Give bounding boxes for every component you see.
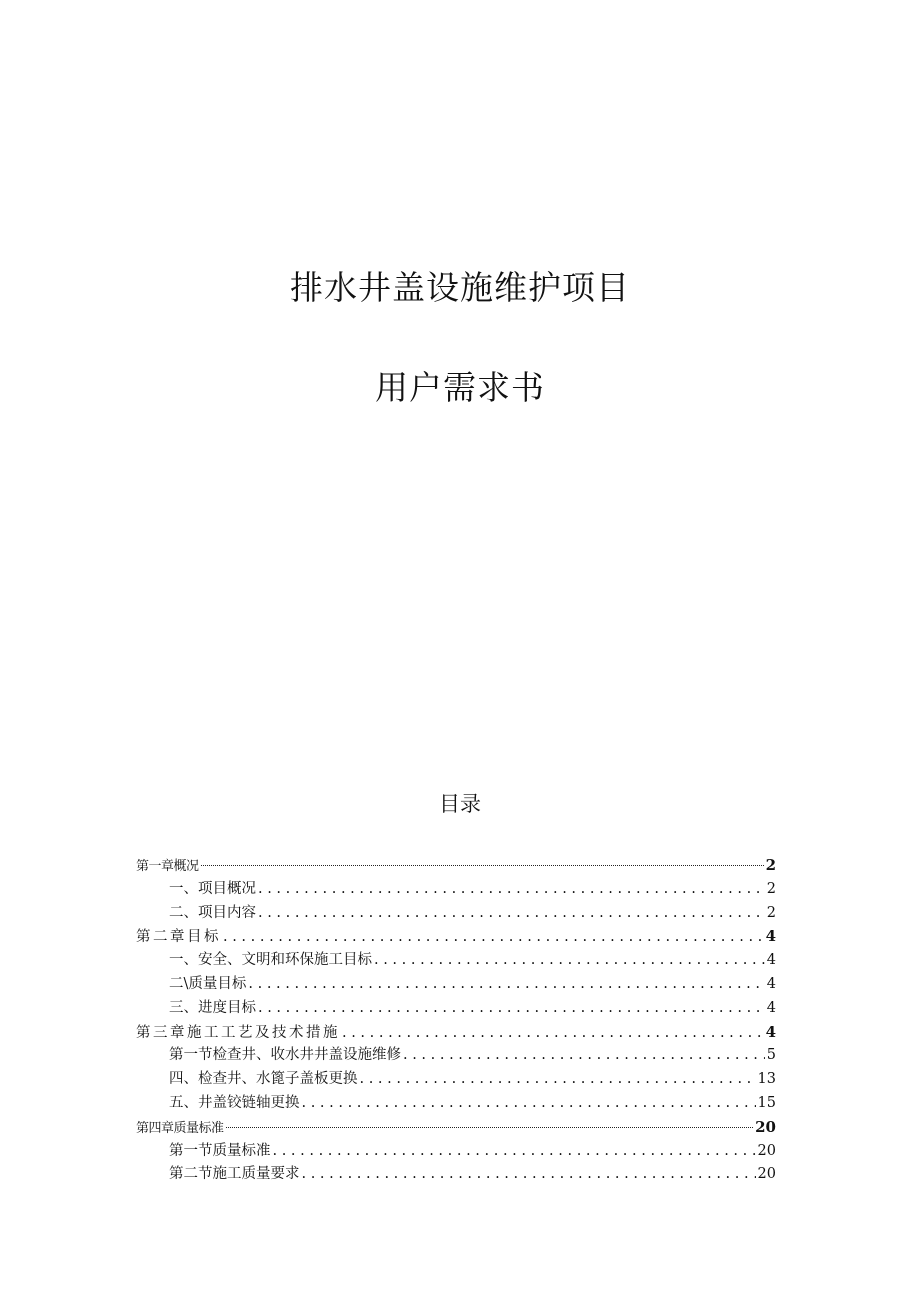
toc-entry-page: 4 xyxy=(766,975,776,992)
toc-dot-leader xyxy=(258,878,765,902)
toc-entry-chapter-2[interactable] xyxy=(136,925,776,949)
toc-entry-label: 第四章质量标准 xyxy=(136,1120,224,1136)
toc-entry-label: 第二章目标 xyxy=(136,929,221,946)
toc-entry-label: 一、项目概况 xyxy=(169,880,256,897)
toc-entry-section[interactable] xyxy=(136,997,776,1021)
toc-entry-label: 一、安全、文明和环保施工目标 xyxy=(169,952,372,969)
toc-entry-page: 5 xyxy=(766,1047,776,1064)
toc-entry-label: 第三章施工工艺及技术措施 xyxy=(136,1024,340,1041)
toc-entry-section[interactable] xyxy=(136,1068,776,1092)
toc-entry-label: 四、检查井、水篦子盖板更换 xyxy=(169,1071,358,1088)
toc-entry-label: 第一节检查井、收水井井盖设施维修 xyxy=(169,1047,401,1064)
toc-dot-leader xyxy=(223,926,764,950)
toc-entry-label: 第一节质量标准 xyxy=(169,1142,271,1159)
toc-entry-chapter-4[interactable] xyxy=(136,1116,776,1140)
toc-dot-leader xyxy=(201,865,764,866)
document-title: 排水井盖设施维护项目 xyxy=(290,268,630,307)
toc-entry-section[interactable] xyxy=(136,973,776,997)
toc-dot-leader xyxy=(258,997,765,1021)
toc-entry-page: 2 xyxy=(765,856,776,874)
toc-entry-page: 20 xyxy=(757,1142,776,1159)
toc-dot-leader xyxy=(360,1068,756,1092)
toc-entry-chapter-1[interactable] xyxy=(136,854,776,878)
toc-entry-label: 第二节施工质量要求 xyxy=(169,1166,300,1183)
toc-entry-section[interactable] xyxy=(136,878,776,902)
toc-entry-section[interactable] xyxy=(136,1044,776,1068)
toc-entry-section[interactable] xyxy=(136,1092,776,1116)
toc-entry-label: 三、进度目标 xyxy=(169,999,256,1016)
toc-dot-leader xyxy=(302,1163,756,1187)
toc-entry-page: 2 xyxy=(766,904,776,921)
toc-entry-label: 二\质量目标 xyxy=(169,975,247,992)
toc-entry-page: 2 xyxy=(766,880,776,897)
toc-dot-leader xyxy=(248,973,764,997)
table-of-contents xyxy=(136,854,776,1187)
toc-entry-page: 15 xyxy=(757,1094,776,1111)
toc-entry-page: 4 xyxy=(766,952,776,969)
toc-entry-page: 20 xyxy=(755,1117,776,1136)
toc-dot-leader xyxy=(302,1092,756,1116)
toc-entry-label: 二、项目内容 xyxy=(169,904,256,921)
toc-entry-section[interactable] xyxy=(136,949,776,973)
toc-entry-page: 4 xyxy=(765,1022,776,1041)
toc-entry-section[interactable] xyxy=(136,1140,776,1164)
toc-dot-leader xyxy=(273,1140,756,1164)
toc-dot-leader xyxy=(403,1044,765,1068)
toc-dot-leader xyxy=(374,949,765,973)
toc-entry-chapter-3[interactable] xyxy=(136,1021,776,1045)
toc-entry-page: 13 xyxy=(757,1071,776,1088)
toc-entry-label: 五、井盖铰链轴更换 xyxy=(169,1094,300,1111)
toc-heading: 目录 xyxy=(439,792,481,816)
toc-entry-page: 4 xyxy=(766,999,776,1016)
toc-dot-leader xyxy=(342,1022,764,1046)
toc-entry-page: 20 xyxy=(757,1166,776,1183)
document-subtitle: 用户需求书 xyxy=(375,368,545,407)
toc-entry-section[interactable] xyxy=(136,902,776,926)
toc-dot-leader xyxy=(226,1127,754,1128)
toc-dot-leader xyxy=(258,902,765,926)
toc-entry-page: 4 xyxy=(765,927,776,946)
toc-entry-section[interactable] xyxy=(136,1163,776,1187)
toc-entry-label: 第一章概况 xyxy=(136,859,199,874)
